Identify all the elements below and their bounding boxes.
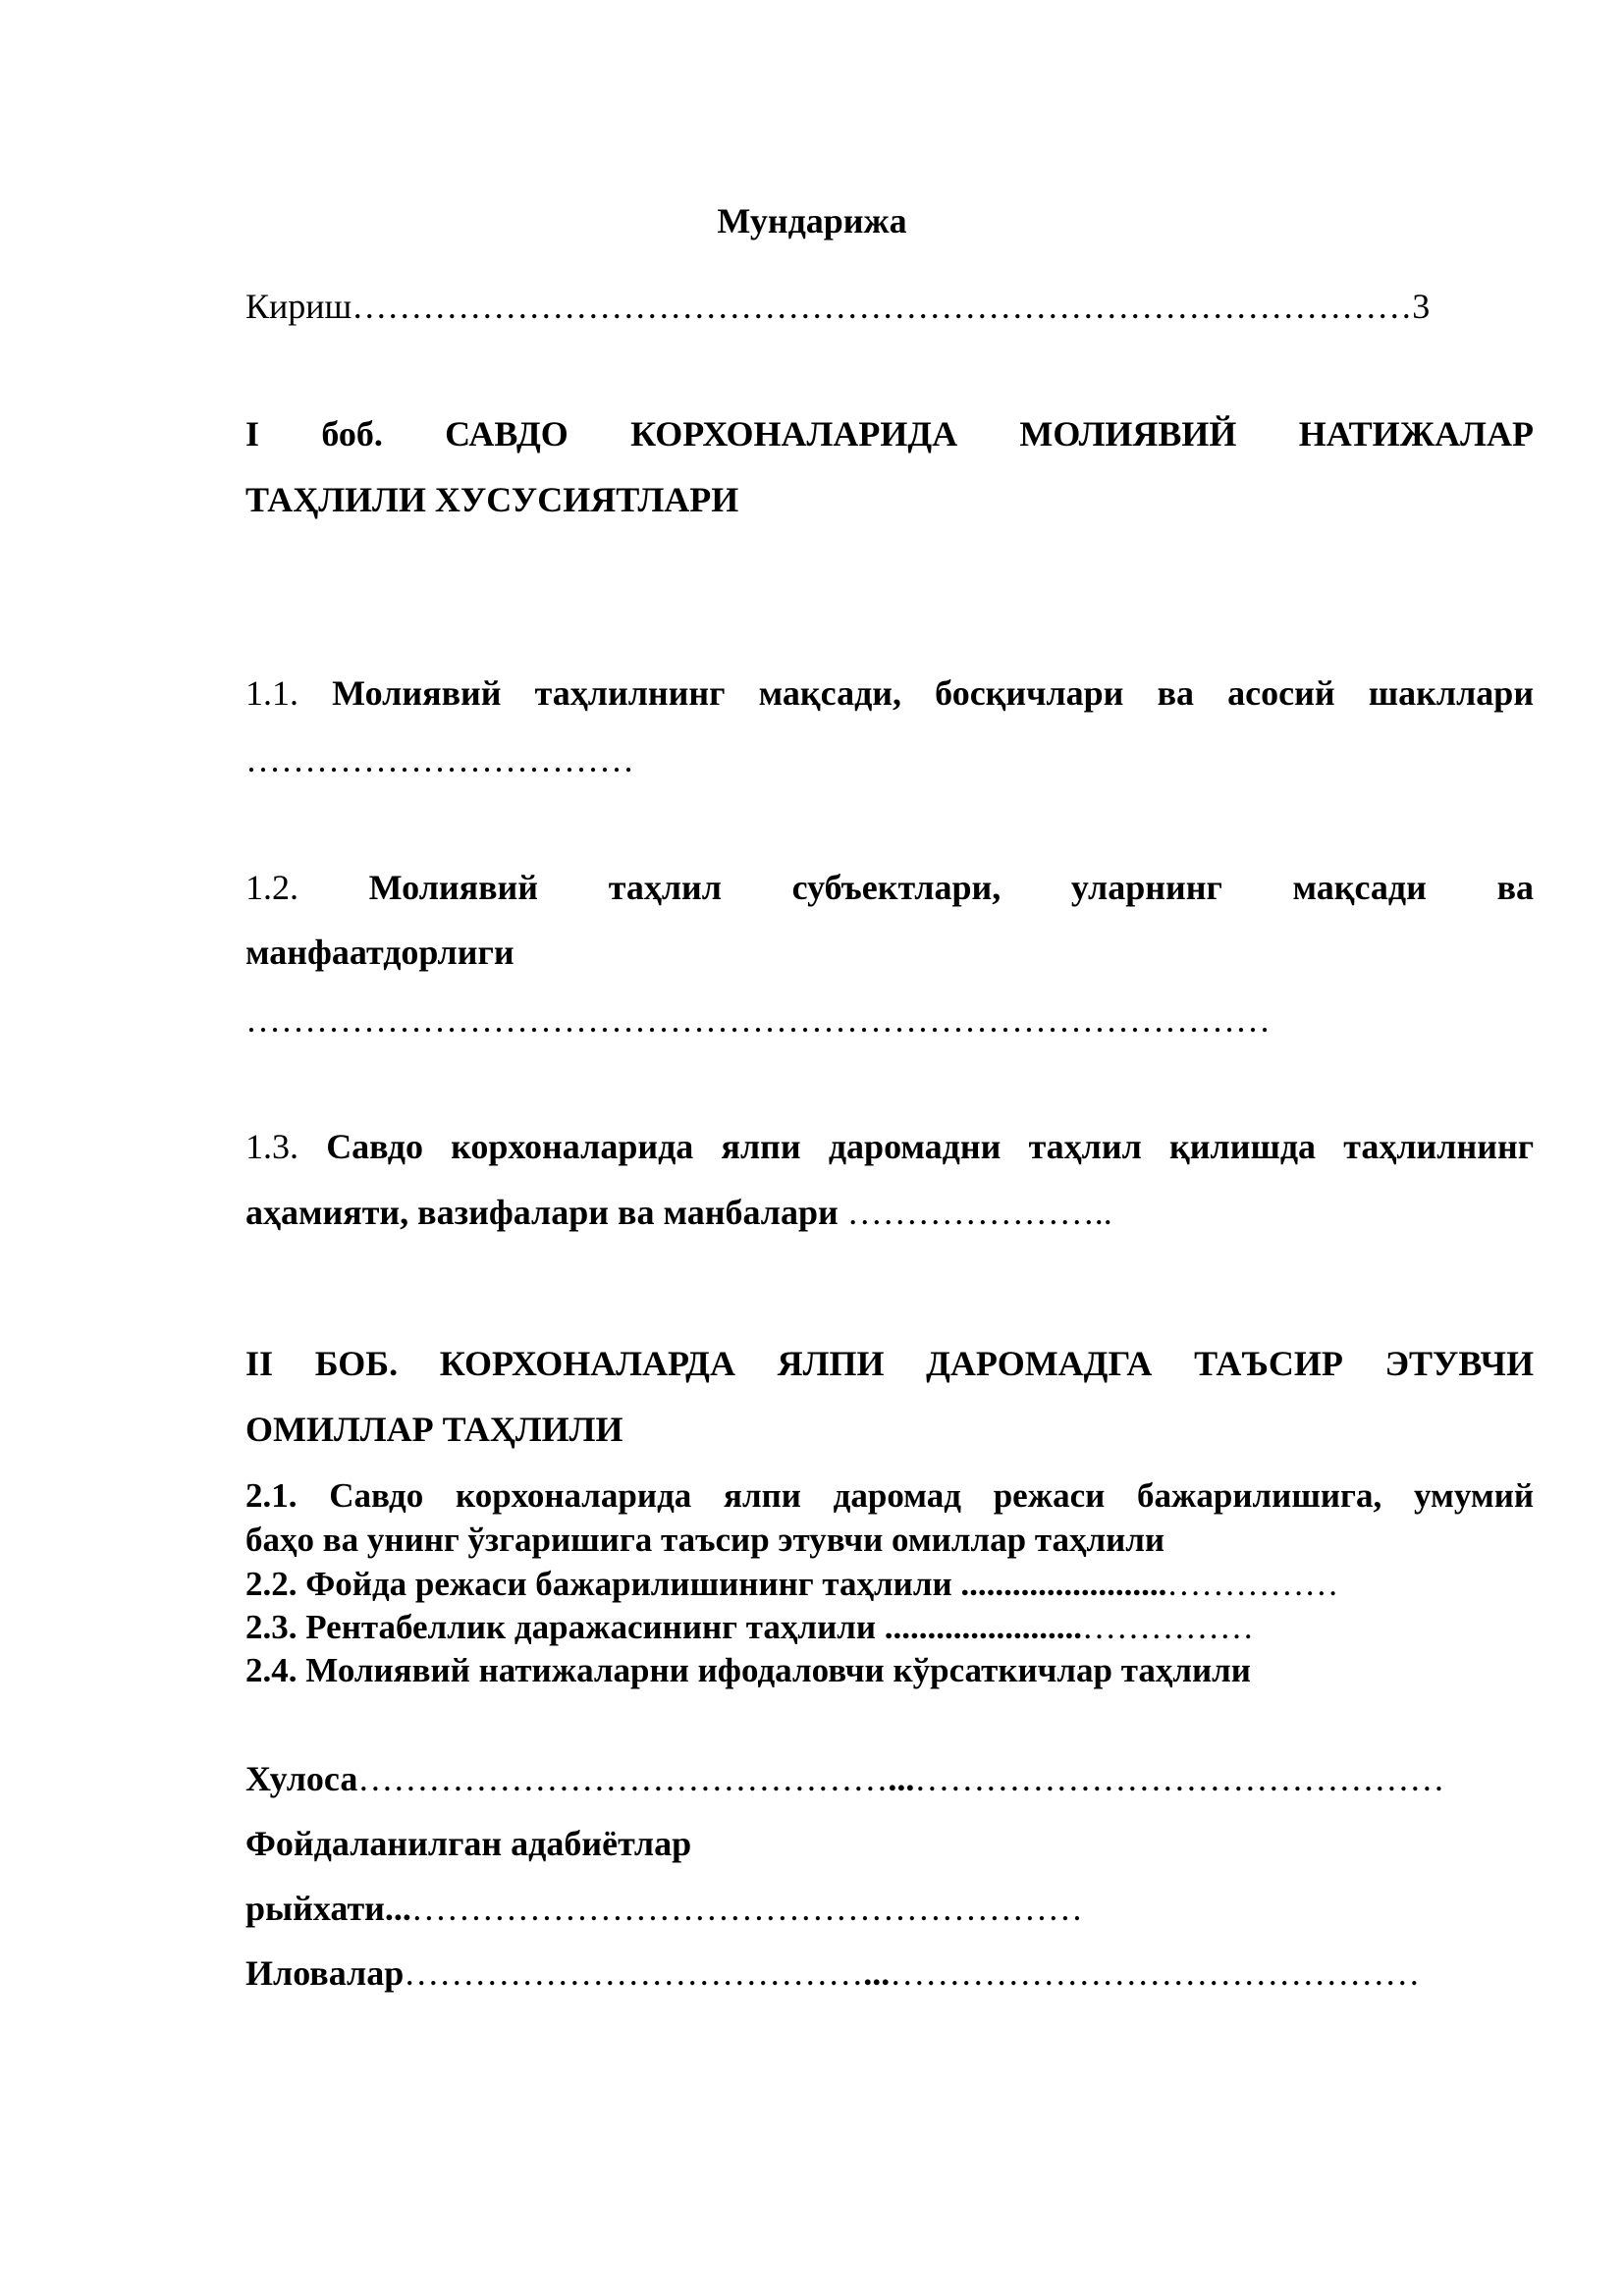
chapter-1-word: боб. xyxy=(321,414,383,454)
section-word: даромадни xyxy=(828,1127,1001,1166)
section-word: қилишда xyxy=(1169,1127,1317,1166)
toc-appendices-dots2: ……………………………………… xyxy=(890,1953,1421,1993)
toc-entry-intro xyxy=(245,285,1430,328)
section-word: ва xyxy=(1157,673,1195,713)
section-word: Савдо xyxy=(326,1127,423,1166)
chapter-1-heading-line1 xyxy=(245,412,1534,455)
section-word: 2.1. xyxy=(245,1476,298,1515)
section-word: бажарилишига, xyxy=(1137,1476,1382,1515)
toc-entry-2-2 xyxy=(245,1563,1338,1606)
chapter-1-word: I xyxy=(245,414,260,454)
toc-2-2-dots: …………… xyxy=(1166,1565,1339,1603)
chapter-2-word: ТАЪСИР xyxy=(1194,1344,1343,1383)
section-word: Молиявий xyxy=(368,868,539,907)
toc-references-line1: Фойдаланилган адабиётлар xyxy=(245,1824,692,1863)
section-number: 1.1. xyxy=(245,673,298,713)
toc-appendices-dots-bold: ... xyxy=(863,1953,891,1993)
section-word: асосий xyxy=(1227,673,1335,713)
toc-entry-2-3 xyxy=(245,1606,1254,1649)
toc-entry-appendices xyxy=(245,1951,1420,1995)
toc-conclusion-dots1: ……………………………………… xyxy=(357,1759,889,1798)
chapter-2-word: КОРХОНАЛАРДА xyxy=(439,1344,735,1383)
toc-entry-references xyxy=(245,1887,1083,1930)
section-number: 1.3. xyxy=(245,1127,298,1166)
section-word: корхоналарида xyxy=(455,1476,692,1515)
section-word: умумий xyxy=(1413,1476,1535,1515)
chapter-1-heading-line2: ТАҲЛИЛИ ХУСУСИЯТЛАРИ xyxy=(245,480,739,519)
toc-conclusion-dots2: ……………………………………… xyxy=(914,1759,1445,1798)
chapter-1-word: КОРХОНАЛАРИДА xyxy=(630,414,958,454)
toc-intro-page: 3 xyxy=(1412,287,1431,326)
chapter-2-word: ДАРОМАДГА xyxy=(926,1344,1153,1383)
toc-entry-conclusion xyxy=(245,1757,1444,1800)
section-word: Савдо xyxy=(329,1476,424,1515)
section-word: таҳлилнинг xyxy=(1343,1127,1535,1166)
toc-1-3-line2-row xyxy=(245,1191,1112,1234)
section-number: 1.2. xyxy=(245,868,298,907)
toc-1-2-dots: …………………………………………………………………………… xyxy=(245,1000,1271,1040)
toc-1-1-dots: …………………………… xyxy=(245,740,634,779)
page-title: Мундарижа xyxy=(717,201,907,240)
section-word: уларнинг xyxy=(1070,868,1222,907)
toc-entry-1-3 xyxy=(245,1125,1534,1168)
chapter-1-word: САВДО xyxy=(445,414,568,454)
toc-entry-1-1 xyxy=(245,671,1534,715)
section-word: даромад xyxy=(833,1476,961,1515)
chapter-2-heading-line1 xyxy=(245,1342,1534,1385)
toc-entry-1-2 xyxy=(245,866,1534,909)
section-word: мақсади xyxy=(1292,868,1427,907)
toc-references-dots: ………………………………………………… xyxy=(410,1889,1083,1928)
toc-references-line2: рыйхати... xyxy=(245,1889,411,1928)
section-word: таҳлил xyxy=(1028,1127,1142,1166)
toc-conclusion-label: Хулоса xyxy=(245,1759,358,1798)
toc-2-3-text: 2.3. Рентабеллик даражасининг таҳлили ....................... xyxy=(245,1608,1083,1646)
section-word: таҳлил xyxy=(608,868,722,907)
toc-2-2-text: 2.2. Фойда режаси бажарилишининг таҳлили ........................ xyxy=(245,1565,1167,1603)
toc-appendices-dots1: ………………………………… xyxy=(404,1953,864,1993)
section-word: ялпи xyxy=(724,1476,801,1515)
toc-intro-label: Кириш xyxy=(245,287,352,326)
toc-entry-2-1 xyxy=(245,1474,1534,1518)
section-word: режаси xyxy=(993,1476,1106,1515)
toc-conclusion-dots-bold: ... xyxy=(888,1759,915,1798)
toc-intro-dots: ……………………………………………………………………………… xyxy=(352,287,1413,326)
section-word: субъектлари, xyxy=(791,868,1001,907)
toc-2-1-line2: баҳо ва унинг ўзгаришига таъсир этувчи омиллар таҳлили xyxy=(245,1521,1165,1559)
section-word: шакллари xyxy=(1368,673,1535,713)
section-word: таҳлилнинг xyxy=(534,673,726,713)
section-word: мақсади, xyxy=(758,673,902,713)
chapter-2-word: II xyxy=(245,1344,274,1383)
section-word: босқичлари xyxy=(935,673,1124,713)
toc-2-3-dots: …………… xyxy=(1082,1608,1255,1646)
chapter-1-word: НАТИЖАЛАР xyxy=(1298,414,1534,454)
toc-appendices-label: Иловалар xyxy=(245,1953,405,1993)
section-word: Молиявий xyxy=(332,673,502,713)
toc-1-3-line2: аҳамияти, вазифалари ва манбалари xyxy=(245,1193,839,1232)
toc-entry-2-4: 2.4. Молиявий натижаларни ифодаловчи кўрсаткичлар таҳлили xyxy=(245,1651,1251,1689)
chapter-2-word: ЯЛПИ xyxy=(777,1344,885,1383)
chapter-2-word: ЭТУВЧИ xyxy=(1384,1344,1535,1383)
section-word: корхоналарида xyxy=(451,1127,694,1166)
toc-1-2-line2: манфаатдорлиги xyxy=(245,933,514,972)
section-word: ва xyxy=(1496,868,1535,907)
chapter-2-word: БОБ. xyxy=(314,1344,399,1383)
toc-1-3-dots: ………………….. xyxy=(846,1193,1112,1232)
chapter-2-heading-line2: ОМИЛЛАР ТАҲЛИЛИ xyxy=(245,1410,623,1449)
toc-1-3-dots-lead xyxy=(839,1193,847,1232)
chapter-1-word: МОЛИЯВИЙ xyxy=(1019,414,1237,454)
section-word: ялпи xyxy=(721,1127,801,1166)
